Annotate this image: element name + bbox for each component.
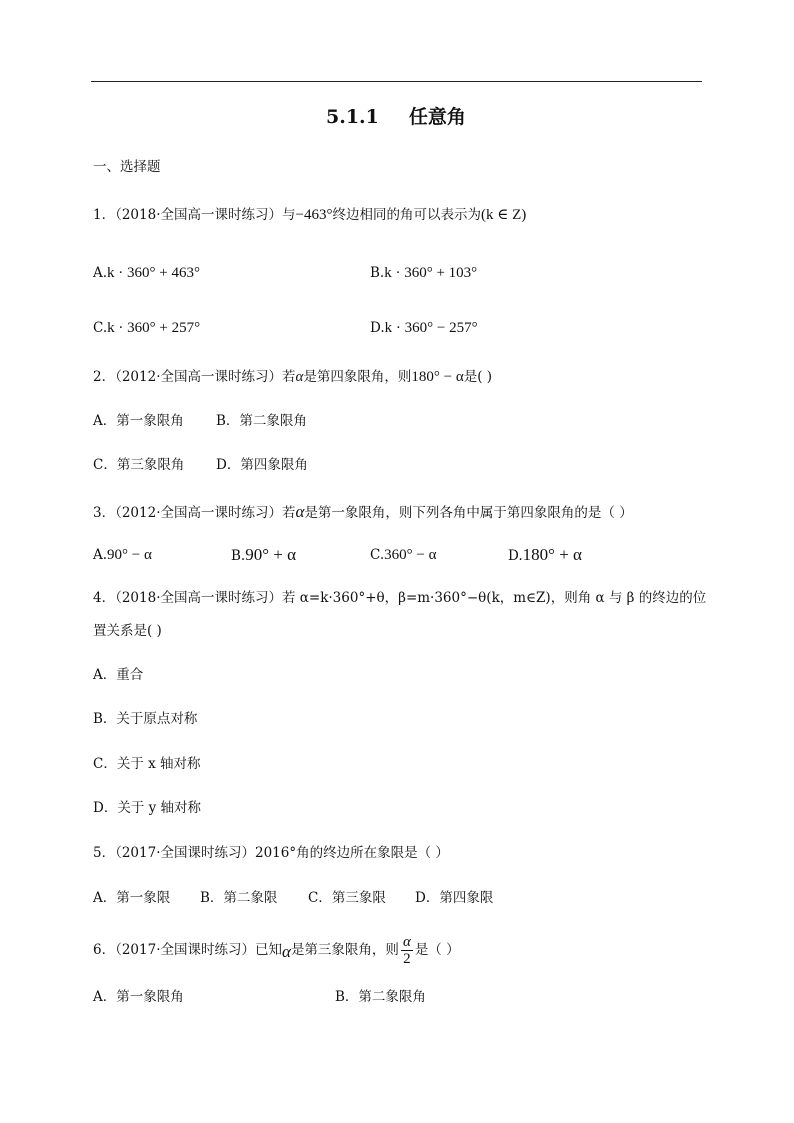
q6-fraction [401, 935, 413, 967]
q5-option-b[interactable]: B．第二象限 [200, 890, 278, 906]
q3-option-c[interactable] [370, 548, 436, 563]
q1-option-a[interactable] [93, 266, 200, 281]
q1-stem-middle: 终边相同的角可以表示为 [332, 207, 481, 223]
page-title [326, 108, 466, 127]
q3-stem-suffix: 是第一象限角，则下列各角中属于第四象限角的是（ ） [304, 505, 633, 521]
q4-option-d[interactable]: D．关于 y 轴对称 [93, 800, 202, 816]
q1-option-b[interactable] [370, 266, 477, 281]
option-label: D. [508, 548, 523, 564]
q2-stem-suffix: 是( ) [463, 369, 493, 385]
question-6-stem [93, 933, 460, 969]
option-label: C. [370, 547, 385, 563]
q6-alpha: α [282, 941, 291, 961]
q1-condition: (k ∈ Z) [480, 207, 527, 223]
q3-alpha: α [295, 502, 305, 521]
q6-stem-suffix: 是（ ） [414, 942, 460, 959]
title-text: 任意角 [408, 106, 466, 128]
option-label: B. [370, 265, 385, 281]
header-rule [91, 81, 702, 82]
q4-option-a[interactable]: A．重合 [93, 667, 144, 683]
option-label: B. [231, 548, 246, 564]
q6-stem-prefix: 6．（2017·全国课时练习）已知 [93, 942, 282, 959]
q5-option-a[interactable]: A．第一象限 [93, 890, 171, 906]
option-text: 90° − α [107, 547, 152, 563]
q2-stem-middle: 是第四象限角，则 [303, 369, 412, 385]
q3-option-a[interactable] [93, 548, 152, 563]
q4-option-b[interactable]: B．关于原点对称 [93, 711, 198, 727]
q3-option-d[interactable] [508, 546, 582, 564]
q2-option-a[interactable]: A．第一象限角 [93, 413, 184, 429]
option-text: k · 360° + 463° [107, 265, 200, 281]
option-text: k · 360° − 257° [384, 320, 478, 336]
q4-option-c[interactable]: C．关于 x 轴对称 [93, 756, 201, 772]
option-text: 90° + α [245, 545, 297, 564]
q1-option-c[interactable] [93, 321, 200, 336]
option-label: A. [93, 265, 108, 281]
q2-stem-prefix: 2．（2012·全国高一课时练习）若 [93, 369, 296, 385]
option-text: k · 360° + 257° [107, 320, 201, 336]
q6-option-a[interactable]: A．第一象限角 [93, 989, 184, 1005]
option-text: 360° − α [384, 547, 437, 563]
q1-option-d[interactable] [370, 321, 478, 336]
q2-option-b[interactable]: B．第二象限角 [216, 413, 307, 429]
q2-option-c[interactable]: C．第三象限角 [93, 457, 185, 473]
section-heading: 一、选择题 [93, 159, 161, 175]
q6-option-b[interactable]: B．第二象限角 [335, 989, 426, 1005]
question-5-stem: 5．（2017·全国课时练习）2016°角的终边所在象限是（ ） [93, 845, 449, 861]
q2-option-d[interactable]: D．第四象限角 [216, 457, 308, 473]
q2-expression: 180° − α [411, 369, 464, 385]
fraction-numerator: α [402, 934, 411, 950]
question-3-stem [93, 503, 633, 521]
fraction-denominator: 2 [403, 951, 411, 967]
title-number: 5.1.1 [326, 106, 379, 128]
question-2-stem [93, 370, 492, 385]
question-4-stem-line2: 置关系是( ) [93, 623, 162, 639]
option-label: A. [93, 547, 108, 563]
q5-option-c[interactable]: C．第三象限 [308, 890, 386, 906]
q5-option-d[interactable]: D．第四象限 [415, 890, 494, 906]
q6-stem-middle: 是第三象限角，则 [290, 942, 399, 959]
question-4-stem-line1: 4．（2018·全国高一课时练习）若 α=k·360°+θ，β=m·360°−θ(k，m∈Z)，则角 α 与 β 的终边的位 [93, 590, 707, 606]
option-text: 180° + α [522, 545, 582, 564]
q1-angle: −463° [295, 207, 333, 223]
q2-alpha: α [295, 369, 304, 385]
option-text: k · 360° + 103° [384, 265, 478, 281]
option-label: D. [370, 320, 385, 336]
q1-stem-prefix: 1．（2018·全国高一课时练习）与 [93, 207, 296, 223]
q3-stem-prefix: 3．（2012·全国高一课时练习）若 [93, 505, 296, 521]
option-label: C. [93, 320, 108, 336]
q3-option-b[interactable] [231, 546, 296, 564]
question-1-stem [93, 208, 526, 223]
